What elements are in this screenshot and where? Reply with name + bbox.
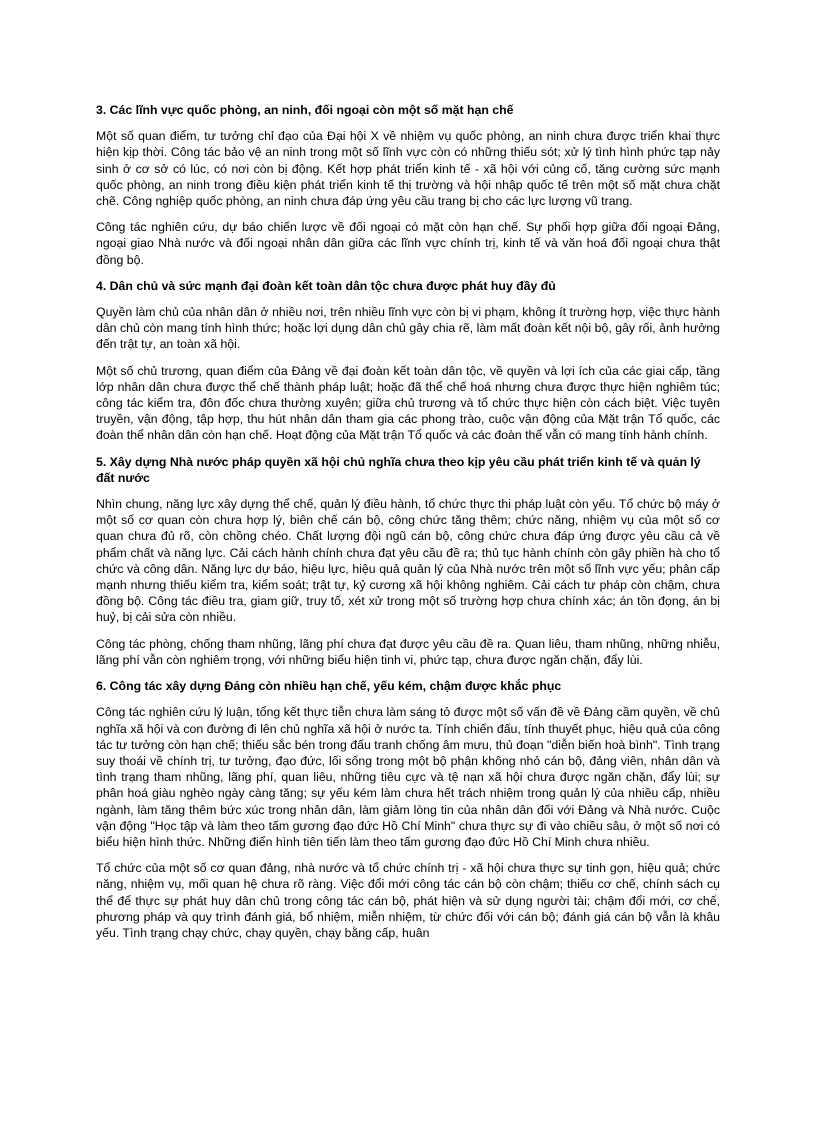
document-page [96, 102, 720, 951]
section-5-paragraph-1: Nhìn chung, năng lực xây dựng thể chế, quản lý điều hành, tổ chức thực thi pháp luật còn yếu. Tổ chức bộ máy ở một số cơ quan còn chưa hợp lý, biên chế cán bộ, công chức tăng thêm; chức năng, nhiệm vụ của một số cơ quan chưa đủ rõ, còn chồng chéo. Chất lượng đội ngũ cán bộ, công chức chưa đáp ứng được yêu cầu cả về phẩm chất và năng lực. Cải cách hành chính chưa đạt yêu cầu đề ra; thủ tục hành chính còn gây phiền hà cho tổ chức và công dân. Năng lực dự báo, hiệu lực, hiệu quả quản lý của Nhà nước trên một số lĩnh vực yếu; phân cấp mạnh nhưng thiếu kiểm tra, kiểm soát; trật tự, kỷ cương xã hội không nghiêm. Cải cách tư pháp còn chậm, chưa đồng bộ. Công tác điều tra, giam giữ, truy tố, xét xử trong một số trường hợp chưa chính xác; án tồn đọng, án bị huỷ, bị cải sửa còn nhiều. [96, 497, 720, 625]
section-6-paragraph-2: Tổ chức của một số cơ quan đảng, nhà nước và tổ chức chính trị - xã hội chưa thực sự tinh gọn, hiệu quả; chức năng, nhiệm vụ, mối quan hệ chưa rõ ràng. Việc đổi mới công tác cán bộ còn chậm; thiếu cơ chế, chính sách cụ thể để thực sự phát huy dân chủ trong công tác cán bộ, phát hiện và sử dụng người tài; chậm đổi mới, cơ chế, phương pháp và quy trình đánh giá, bổ nhiệm, miễn nhiệm, từ chức đối với cán bộ; đánh giá cán bộ vẫn là khâu yếu. Tình trạng chạy chức, chạy quyền, chạy bằng cấp, huân [96, 861, 720, 940]
section-4-paragraph-1: Quyền làm chủ của nhân dân ở nhiều nơi, trên nhiều lĩnh vực còn bị vi phạm, không ít trường hợp, việc thực hành dân chủ còn mang tính hình thức; hoặc lợi dụng dân chủ gây chia rẽ, làm mất đoàn kết nội bộ, gây rối, ảnh hưởng đến trật tự, an toàn xã hội. [96, 305, 720, 352]
section-3-paragraph-2: Công tác nghiên cứu, dự báo chiến lược về đối ngoại có mặt còn hạn chế. Sự phối hợp giữa đối ngoại Đảng, ngoại giao Nhà nước và đối ngoại nhân dân giữa các lĩnh vực chính trị, kinh tế và văn hoá đối ngoại chưa thật đồng bộ. [96, 220, 720, 267]
section-heading-5: 5. Xây dựng Nhà nước pháp quyền xã hội chủ nghĩa chưa theo kịp yêu cầu phát triển kinh tế và quản lý đất nước [96, 454, 701, 485]
section-heading-3: 3. Các lĩnh vực quốc phòng, an ninh, đối ngoại còn một số mặt hạn chế [96, 103, 514, 117]
section-heading-6: 6. Công tác xây dựng Đảng còn nhiều hạn chế, yếu kém, chậm được khắc phục [96, 679, 562, 694]
section-3-paragraph-1: Một số quan điểm, tư tưởng chỉ đạo của Đại hội X về nhiệm vụ quốc phòng, an ninh chưa được triển khai thực hiện kịp thời. Công tác bảo vệ an ninh trong một số lĩnh vực còn có những thiếu sót; xử lý tình hình phức tạp nảy sinh ở cơ sở có lúc, có nơi còn bị động. Kết hợp phát triển kinh tế - xã hội với củng cố, tăng cường sức mạnh quốc phòng, an ninh trong điều kiện phát triển kinh tế thị trường và hội nhập quốc tế trên một số mặt chưa chặt chẽ. Công nghiệp quốc phòng, an ninh chưa đáp ứng yêu cầu trang bị cho các lực lượng vũ trang. [96, 129, 720, 209]
section-4-paragraph-2: Một số chủ trương, quan điểm của Đảng về đại đoàn kết toàn dân tộc, về quyền và lợi ích của các giai cấp, tầng lớp nhân dân chưa được thể chế thành pháp luật; hoặc đã thể chế hoá nhưng chưa được thực hiện nghiêm túc; công tác kiểm tra, đôn đốc chưa thường xuyên; giữa chủ trương và tổ chức thực hiện còn cách biệt. Việc tuyên truyền, vận động, tập hợp, thu hút nhân dân tham gia các phong trào, cuộc vận động của Mặt trận Tổ quốc, các đoàn thể nhân dân còn hạn chế. Hoạt động của Mặt trận Tổ quốc và các đoàn thể vẫn có mang tính hành chính. [96, 363, 720, 443]
section-heading-4: 4. Dân chủ và sức mạnh đại đoàn kết toàn dân tộc chưa được phát huy đầy đủ [96, 278, 556, 293]
section-6-paragraph-1: Công tác nghiên cứu lý luận, tổng kết thực tiễn chưa làm sáng tỏ được một số vấn đề về Đảng cầm quyền, về chủ nghĩa xã hội và con đường đi lên chủ nghĩa xã hội ở nước ta. Tính chiến đấu, tính thuyết phục, hiệu quả của công tác tư tưởng còn hạn chế; thiếu sắc bén trong đấu tranh chống âm mưu, thủ đoạn "diễn biến hoà bình". Tình trạng suy thoái về chính trị, tư tưởng, đạo đức, lối sống trong một bộ phận không nhỏ cán bộ, đảng viên, nhân dân và tình trạng tham nhũng, lãng phí, quan liêu, những tiêu cực và tệ nạn xã hội chưa được ngăn chặn, đẩy lùi; sự phân hoá giàu nghèo ngày càng tăng; sự yếu kém làm chưa hết trách nhiệm trong quản lý của nhiều cấp, nhiều ngành, làm tăng thêm bức xúc trong nhân dân, làm giảm lòng tin của nhân dân đối với Đảng và Nhà nước. Cuộc vận động "Học tập và làm theo tấm gương đạo đức Hồ Chí Minh" chưa thực sự đi vào chiều sâu, ở một số nơi có biểu hiện hình thức. Những điển hình tiên tiến làm theo tấm gương đạo đức Hồ Chí Minh chưa nhiều. [96, 705, 720, 849]
section-5-paragraph-2: Công tác phòng, chống tham nhũng, lãng phí chưa đạt được yêu cầu đề ra. Quan liêu, tham nhũng, những nhiễu, lãng phí vẫn còn nghiêm trọng, với những biểu hiện tinh vi, phức tạp, chưa được ngăn chặn, đẩy lùi. [96, 636, 720, 667]
